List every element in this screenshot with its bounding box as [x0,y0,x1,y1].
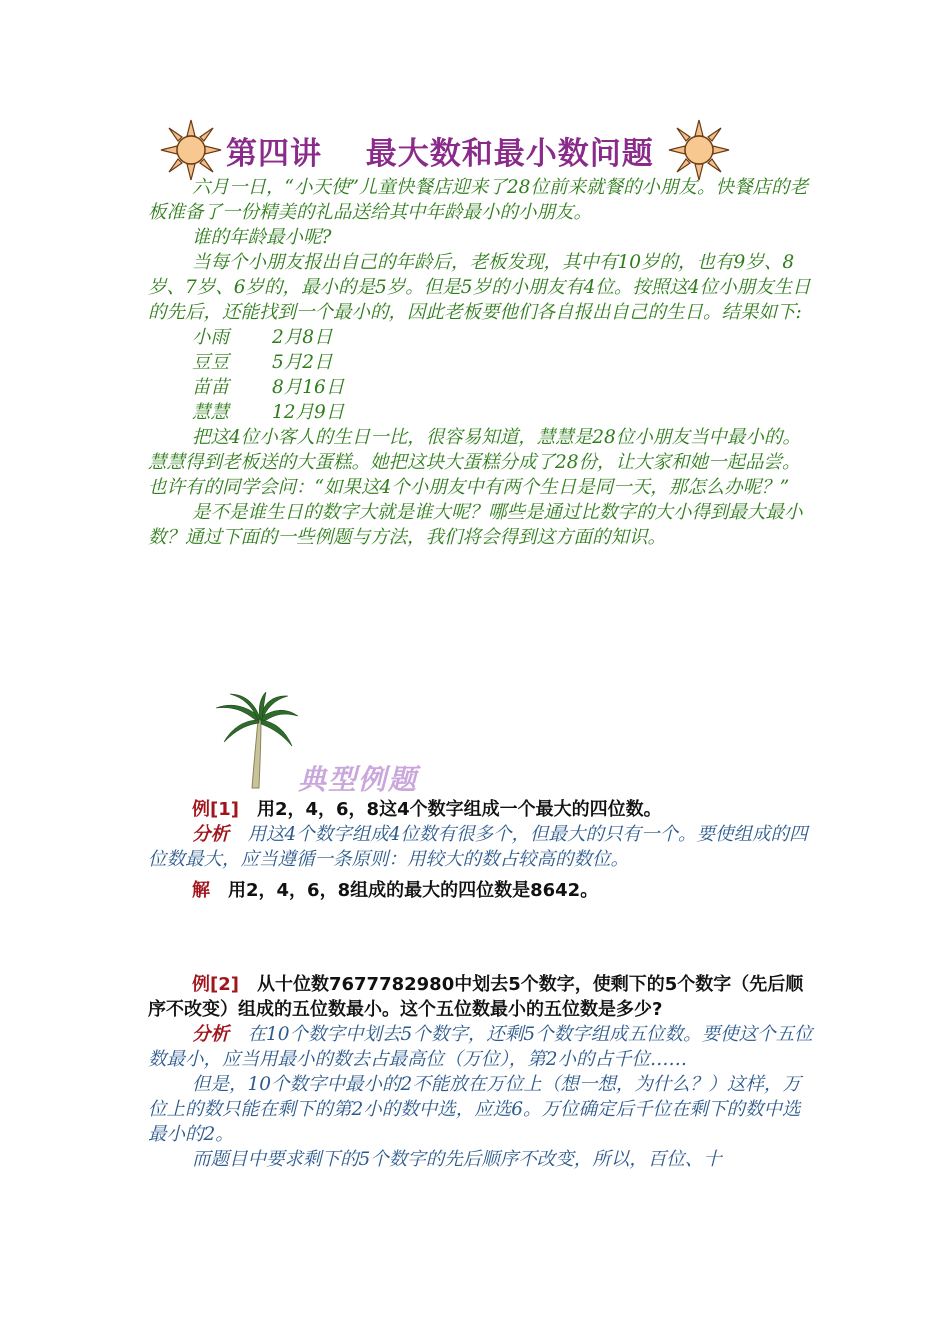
section-title: 典型例题 [298,763,419,796]
example-2 [148,972,816,1172]
example-question: 例[1] 用2，4，6，8这4个数字组成一个最大的四位数。 [192,799,662,820]
intro-paragraph: 把这4位小客人的生日一比，很容易知道，慧慧是28位小朋友当中最小的。 [192,427,801,448]
intro-paragraph: 也许有的同学会问：“如果这4个小朋友中有两个生日是同一天，那怎么办呢？” [148,477,790,498]
birthday-row: 小雨 2月8日 [192,327,333,348]
example-solution: 解 用2，4，6，8组成的最大的四位数是8642。 [192,880,599,901]
example-analysis: 分析 用这4个数字组成4位数有很多个，但最大的只有一个。要使组成的四位数最大，应当遵循一条原则：用较大的数占较高的数位。 [148,824,808,870]
intro-paragraph: 是不是谁生日的数字大就是谁大呢？哪些是通过比数字的大小得到最大最小数？通过下面的一些例题与方法，我们将会得到这方面的知识。 [148,502,803,548]
example-label: 例[2] [192,974,239,995]
example-1 [148,797,816,903]
analysis-label: 分析 [192,1024,230,1045]
example-question: 例[2] 从十位数7677782980中划去5个数字，使剩下的5个数字（先后顺序不改变）组成的五位数最小。这个五位数最小的五位数是多少? [148,974,804,1020]
intro-paragraph: 六月一日，“小天使”儿童快餐店迎来了28位前来就餐的小朋友。快餐店的老板准备了一份精美的礼品送给其中年龄最小的小朋友。 [148,177,808,223]
birthday-row: 慧慧 12月9日 [192,402,345,423]
intro-paragraph: 当每个小朋友报出自己的年龄后，老板发现，其中有10岁的，也有9岁、8岁、7岁、6岁的，最小的是5岁。但是5岁的小朋友有4位。按照这4位小朋友生日的先后，还能找到一个最小的，因此老板要他们各自报出自己的生日。结果如下: [148,252,811,323]
sun-icon [160,119,222,181]
solution-label: 解 [192,880,210,901]
birthday-row: 苗苗 8月16日 [192,377,345,398]
intro-paragraph: 谁的年龄最小呢? [192,227,332,248]
page-title: 第四讲 最大数和最小数问题 [226,135,654,172]
example-analysis: 但是，10个数字中最小的2不能放在万位上（想一想，为什么？）这样，万位上的数只能在剩下的第2小的数中选，应选6。万位确定后千位在剩下的数中选最小的2。 [148,1074,801,1145]
analysis-label: 分析 [192,824,230,845]
palm-tree-image [214,692,298,790]
intro-section [148,175,816,550]
birthday-row: 豆豆 5月2日 [192,352,333,373]
intro-paragraph: 慧慧得到老板送的大蛋糕。她把这块大蛋糕分成了28份，让大家和她一起品尝。 [148,452,801,473]
example-analysis: 而题目中要求剩下的5个数字的先后顺序不改变，所以，百位、十 [192,1149,722,1170]
title-row [160,118,760,182]
example-label: 例[1] [192,799,239,820]
sun-icon [668,119,730,181]
example-analysis: 分析 在10个数字中划去5个数字，还剩5个数字组成五位数。要使这个五位数最小，应当用最小的数去占最高位（万位），第2小的占千位…… [148,1024,813,1070]
